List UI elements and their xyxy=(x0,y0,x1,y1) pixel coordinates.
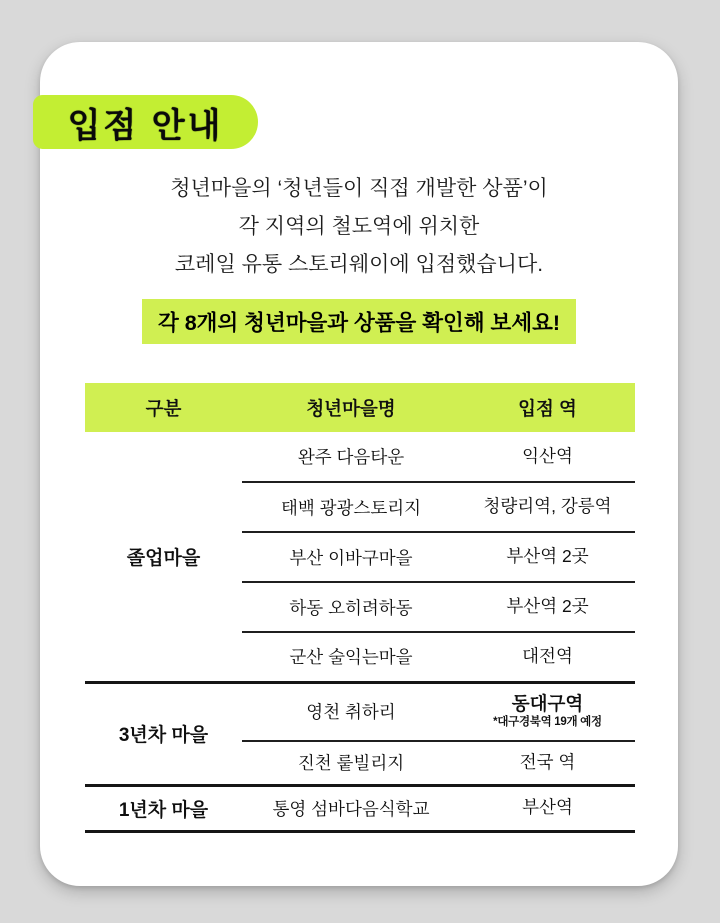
station-main-text: 청량리역, 강릉역 xyxy=(483,496,612,517)
village-name: 하동 오히려하동 xyxy=(242,582,460,632)
intro-line-1: 청년마을의 ‘청년들이 직접 개발한 상품’이 xyxy=(170,177,548,200)
station-name xyxy=(460,632,635,682)
group-label: 3년차 마을 xyxy=(85,682,242,785)
station-main-text: 동대구역 xyxy=(511,693,584,715)
table-header-row xyxy=(85,383,635,432)
station-main-text: 부산역 2곳 xyxy=(506,546,589,567)
village-name: 부산 이바구마을 xyxy=(242,532,460,582)
village-name: 진천 뤁빌리지 xyxy=(242,741,460,785)
station-name xyxy=(460,682,635,741)
table-row xyxy=(85,682,635,741)
table-body xyxy=(85,432,635,831)
title-badge xyxy=(33,95,258,149)
village-name: 군산 술익는마을 xyxy=(242,632,460,682)
store-table xyxy=(85,383,635,833)
intro-line-3: 코레일 유통 스토리웨이에 입점했습니다. xyxy=(174,253,544,276)
page-title: 입점 안내 xyxy=(67,106,224,145)
village-name: 영천 취하리 xyxy=(242,682,460,741)
village-name: 태백 광광스토리지 xyxy=(242,482,460,532)
station-main-text: 전국 역 xyxy=(519,752,576,773)
station-note: *대구경북역 19개 예정 xyxy=(493,715,602,728)
station-main-text: 익산역 xyxy=(522,445,573,466)
village-name: 완주 다음타운 xyxy=(242,432,460,482)
column-header-2: 입점 역 xyxy=(460,383,635,432)
column-header-1: 청년마을명 xyxy=(242,383,460,432)
station-main-text: 부산역 xyxy=(522,797,573,818)
table-header xyxy=(85,383,635,432)
station-main-text: 대전역 xyxy=(522,646,573,667)
intro-line-2: 각 지역의 철도역에 위치한 xyxy=(238,215,480,238)
station-main-text: 부산역 2곳 xyxy=(506,596,589,617)
station-name xyxy=(460,532,635,582)
highlight-text: 각 8개의 청년마을과 상품을 확인해 보세요! xyxy=(142,299,576,344)
station-name xyxy=(460,432,635,482)
station-name xyxy=(460,741,635,785)
column-header-0: 구분 xyxy=(85,383,242,432)
group-label: 1년차 마을 xyxy=(85,785,242,831)
village-name: 통영 섬바다음식학교 xyxy=(242,785,460,831)
group-label: 졸업마을 xyxy=(85,432,242,682)
station-name xyxy=(460,482,635,532)
intro-paragraph xyxy=(40,170,678,284)
table-row xyxy=(85,432,635,482)
station-name xyxy=(460,582,635,632)
highlight-row xyxy=(40,299,678,344)
station-name xyxy=(460,785,635,831)
table-row xyxy=(85,785,635,831)
